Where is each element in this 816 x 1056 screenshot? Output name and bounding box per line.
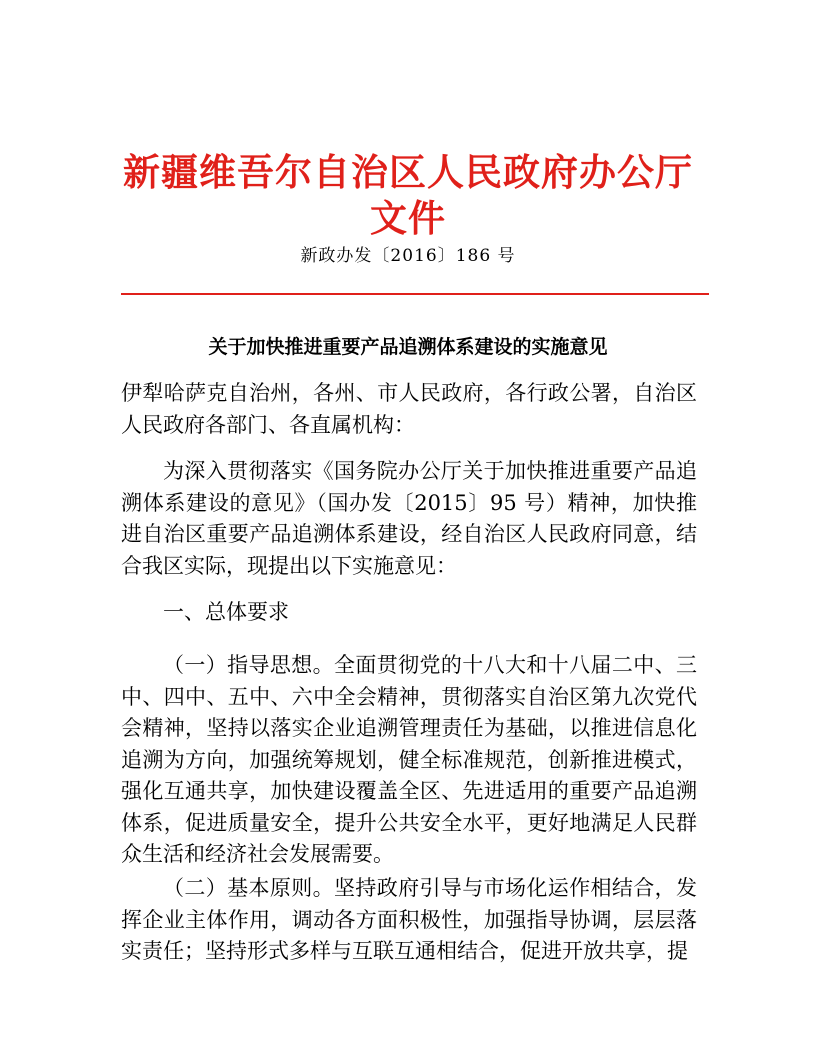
issuer-heading: 新疆维吾尔自治区人民政府办公厅 (123, 150, 693, 194)
red-divider-line (121, 293, 709, 295)
intro-paragraph: 为深入贯彻落实《国务院办公厅关于加快推进重要产品追溯体系建设的意见》（国办发〔2015〕95 号）精神，加快推进自治区重要产品追溯体系建设，经自治区人民政府同意，结合我区实际，现提出以下实施意见： (121, 459, 697, 578)
document-title: 关于加快推进重要产品追溯体系建设的实施意见 (208, 336, 608, 358)
guiding-thought-paragraph: （一）指导思想。全面贯彻党的十八大和十八届二中、三中、四中、五中、六中全会精神，贯彻落实自治区第九次党代会精神，坚持以落实企业追溯管理责任为基础，以推进信息化追溯为方向，加强统筹规划，健全标准规范，创新推进模式，强化互通共享，加快建设覆盖全区、先进适用的重要产品追溯体系，促进质量安全，提升公共安全水平，更好地满足人民群众生活和经济社会发展需要。 (121, 653, 697, 866)
document-number: 新政办发〔2016〕186 号 (300, 246, 516, 266)
addressee-paragraph: 伊犁哈萨克自治州，各州、市人民政府，各行政公署，自治区人民政府各部门、各直属机构： (121, 381, 697, 437)
document-type-heading: 文件 (370, 196, 446, 240)
section-heading: 一、总体要求 (163, 600, 289, 624)
basic-principles-paragraph: （二）基本原则。坚持政府引导与市场化运作相结合，发挥企业主体作用，调动各方面积极性，加强指导协调，层层落实责任；坚持形式多样与互联互通相结合，促进开放共享，提 (121, 876, 697, 963)
